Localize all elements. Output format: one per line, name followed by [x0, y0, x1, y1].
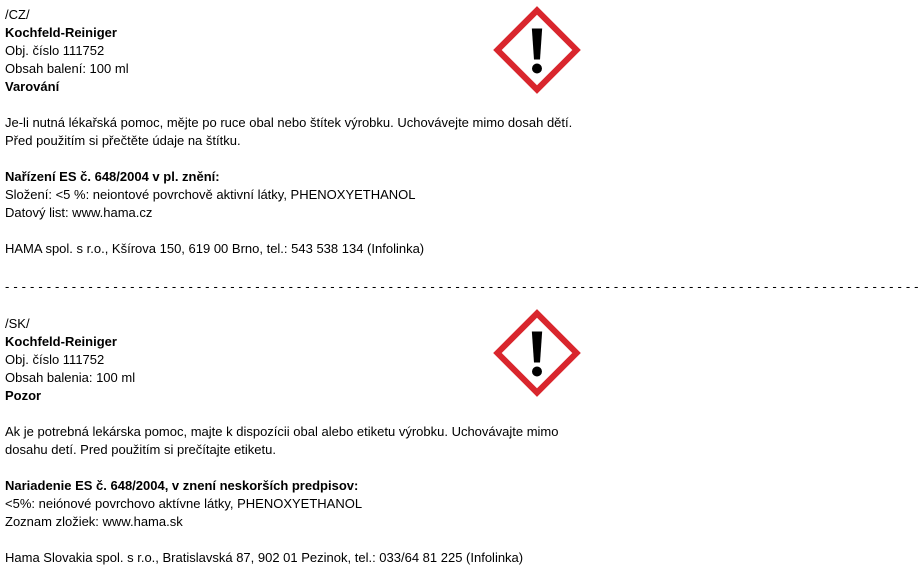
sk-package-content: Obsah balenia: 100 ml [5, 370, 136, 385]
cz-signal-word: Varování [5, 79, 60, 94]
cz-precaution-line-2: Před použitím si přečtěte údaje na štítku. [5, 133, 241, 148]
sk-composition: <5%: neiónové povrchovo aktívne látky, PHENOXYETHANOL [5, 496, 363, 511]
cz-language-tag: /CZ/ [5, 7, 30, 22]
sk-order-number: Obj. číslo 111752 [5, 352, 105, 367]
sk-language-tag: /SK/ [5, 316, 30, 331]
cz-precaution-line-1: Je-li nutná lékařská pomoc, mějte po ruce obal nebo štítek výrobku. Uchovávejte mimo dosah dětí. [5, 115, 573, 130]
cz-package-content: Obsah balení: 100 ml [5, 61, 129, 76]
sk-precaution-line-2: dosahu detí. Pred použitím si prečítajte etiketu. [5, 442, 276, 457]
sk-ingredient-list: Zoznam zložiek: www.hama.sk [5, 514, 183, 529]
cz-datasheet: Datový list: www.hama.cz [5, 205, 153, 220]
sk-exclamation-hazard-icon [494, 310, 580, 396]
sk-regulation-title: Nariadenie ES č. 648/2004, v znení neskorších predpisov: [5, 478, 359, 493]
sk-signal-word: Pozor [5, 388, 42, 403]
section-separator: - - - - - - - - - - - - - - - - - - - - - - - - - - - - - - - - - - - - - - - - - - - - - - - - - - - - - - - - - - - - - - - - - - - - - - - - - - - - - - - - - - - - - - - - - - - - - - - - - - - - - - - - - - - - - - [5, 279, 919, 294]
cz-regulation-title: Nařízení ES č. 648/2004 v pl. znění: [5, 169, 220, 184]
cz-order-number: Obj. číslo 111752 [5, 43, 105, 58]
sk-precaution-line-1: Ak je potrebná lekárska pomoc, majte k dispozícii obal alebo etiketu výrobku. Uchovávajte mimo [5, 424, 559, 439]
cz-exclamation-hazard-icon [494, 7, 580, 93]
cz-product-name: Kochfeld-Reiniger [5, 25, 117, 40]
cz-company-address: HAMA spol. s r.o., Kšírova 150, 619 00 Brno, tel.: 543 538 134 (Infolinka) [5, 241, 425, 256]
sk-company-address: Hama Slovakia spol. s r.o., Bratislavská 87, 902 01 Pezinok, tel.: 033/64 81 225 (Infolinka) [5, 550, 524, 565]
sk-product-name: Kochfeld-Reiniger [5, 334, 117, 349]
cz-composition: Složení: <5 %: neiontové povrchově aktivní látky, PHENOXYETHANOL [5, 187, 416, 202]
